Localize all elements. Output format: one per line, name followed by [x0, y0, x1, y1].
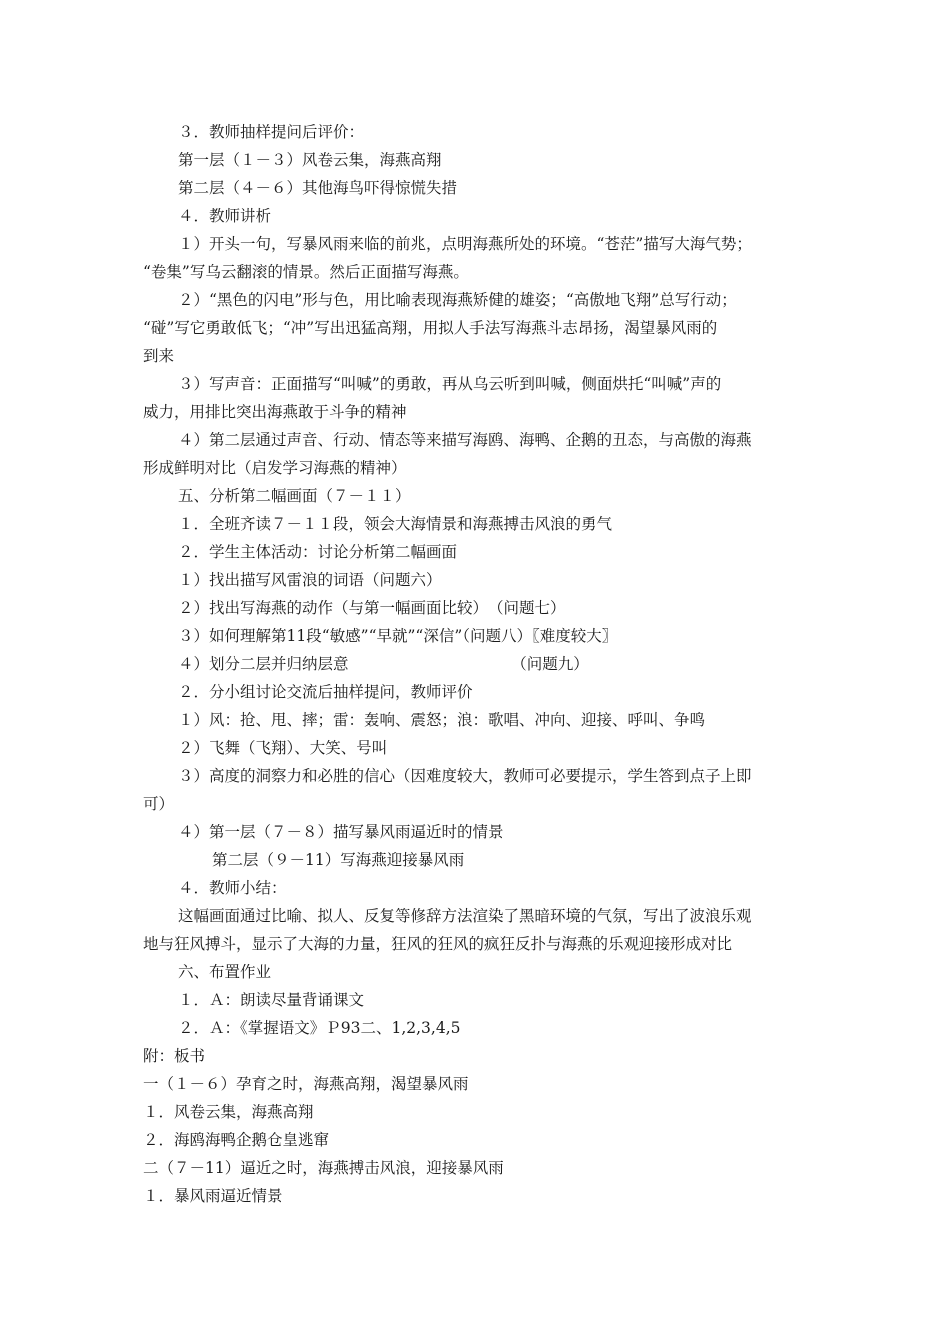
text-line: ４．教师讲析 — [178, 207, 272, 225]
text-line: ３）高度的洞察力和必胜的信心（因难度较大，教师可必要提示，学生答到点子上即 — [178, 767, 752, 785]
text-line: １．风卷云集，海燕高翔 — [143, 1103, 314, 1121]
text-line: ３）写声音：正面描写“叫喊”的勇敢，再从乌云听到叫喊，侧面烘托“叫喊”声的 — [178, 375, 722, 393]
text-line: 五、分析第二幅画面（７－１１） — [178, 487, 411, 505]
text-line: ３）如何理解第11段“敏感”“早就”“深信”（问题八）〖难度较大〗 — [178, 627, 618, 645]
text-line: 地与狂风搏斗，显示了大海的力量，狂风的狂风的疯狂反扑与海燕的乐观迎接形成对比 — [143, 935, 733, 953]
text-line: 第二层（９－11）写海燕迎接暴风雨 — [212, 851, 465, 869]
text-line: 威力，用排比突出海燕敢于斗争的精神 — [143, 403, 407, 421]
text-line: ２．海鸥海鸭企鹅仓皇逃窜 — [143, 1131, 330, 1149]
text-line: １）风：抢、甩、摔；雷：轰响、震怒；浪：歌唱、冲向、迎接、呼叫、争鸣 — [178, 711, 706, 729]
text-line: ２．Ａ：《掌握语文》Ｐ93二、1,2,3,4,5 — [178, 1019, 461, 1037]
text-line: ４）划分二层并归纳层意 （问题九） — [178, 655, 589, 673]
text-line: ２．学生主体活动：讨论分析第二幅画面 — [178, 543, 458, 561]
text-line: １）开头一句，写暴风雨来临的前兆，点明海燕所处的环境。“苍茫”描写大海气势； — [178, 235, 752, 253]
text-line: 第二层（４－６）其他海鸟吓得惊慌失措 — [178, 179, 458, 197]
text-line: 可） — [143, 795, 175, 813]
text-line: 二（７－11）逼近之时，海燕搏击风浪，迎接暴风雨 — [143, 1159, 504, 1177]
text-line: １．全班齐读７－１１段，领会大海情景和海燕搏击风浪的勇气 — [178, 515, 613, 533]
text-line: “碰”写它勇敢低飞；“冲”写出迅猛高翔，用拟人手法写海燕斗志昂扬，渴望暴风雨的 — [143, 319, 718, 337]
text-line: 一（１－６）孕育之时，海燕高翔，渴望暴风雨 — [143, 1075, 469, 1093]
text-line: 到来 — [143, 347, 175, 365]
text-line: ２）飞舞（飞翔）、大笑、号叫 — [178, 739, 388, 757]
text-line: “卷集”写乌云翻滚的情景。然后正面描写海燕。 — [143, 263, 469, 281]
text-line: １．Ａ：朗读尽量背诵课文 — [178, 991, 365, 1009]
text-line: ２）找出写海燕的动作（与第一幅画面比较） （问题七） — [178, 599, 566, 617]
text-line: ４）第二层通过声音、行动、情态等来描写海鸥、海鸭、企鹅的丑态，与高傲的海燕 — [178, 431, 752, 449]
text-line: ４．教师小结： — [178, 879, 287, 897]
text-line: ４）第一层（７－８）描写暴风雨逼近时的情景 — [178, 823, 504, 841]
text-line: １）找出描写风雷浪的词语（问题六） — [178, 571, 442, 589]
text-line: 这幅画面通过比喻、拟人、反复等修辞方法渲染了黑暗环境的气氛，写出了波浪乐观 — [178, 907, 752, 925]
text-line: ３．教师抽样提问后评价： — [178, 123, 365, 141]
text-line: １．暴风雨逼近情景 — [143, 1187, 283, 1205]
text-line: ２）“黑色的闪电”形与色，用比喻表现海燕矫健的雄姿；“高傲地飞翔”总写行动； — [178, 291, 737, 309]
text-line: ２．分小组讨论交流后抽样提问，教师评价 — [178, 683, 473, 701]
text-line: 形成鲜明对比（启发学习海燕的精神） — [143, 459, 407, 477]
text-line: 附：板书 — [143, 1047, 206, 1065]
text-line: 第一层（１－３）风卷云集，海燕高翔 — [178, 151, 442, 169]
text-line: 六、布置作业 — [178, 963, 272, 981]
